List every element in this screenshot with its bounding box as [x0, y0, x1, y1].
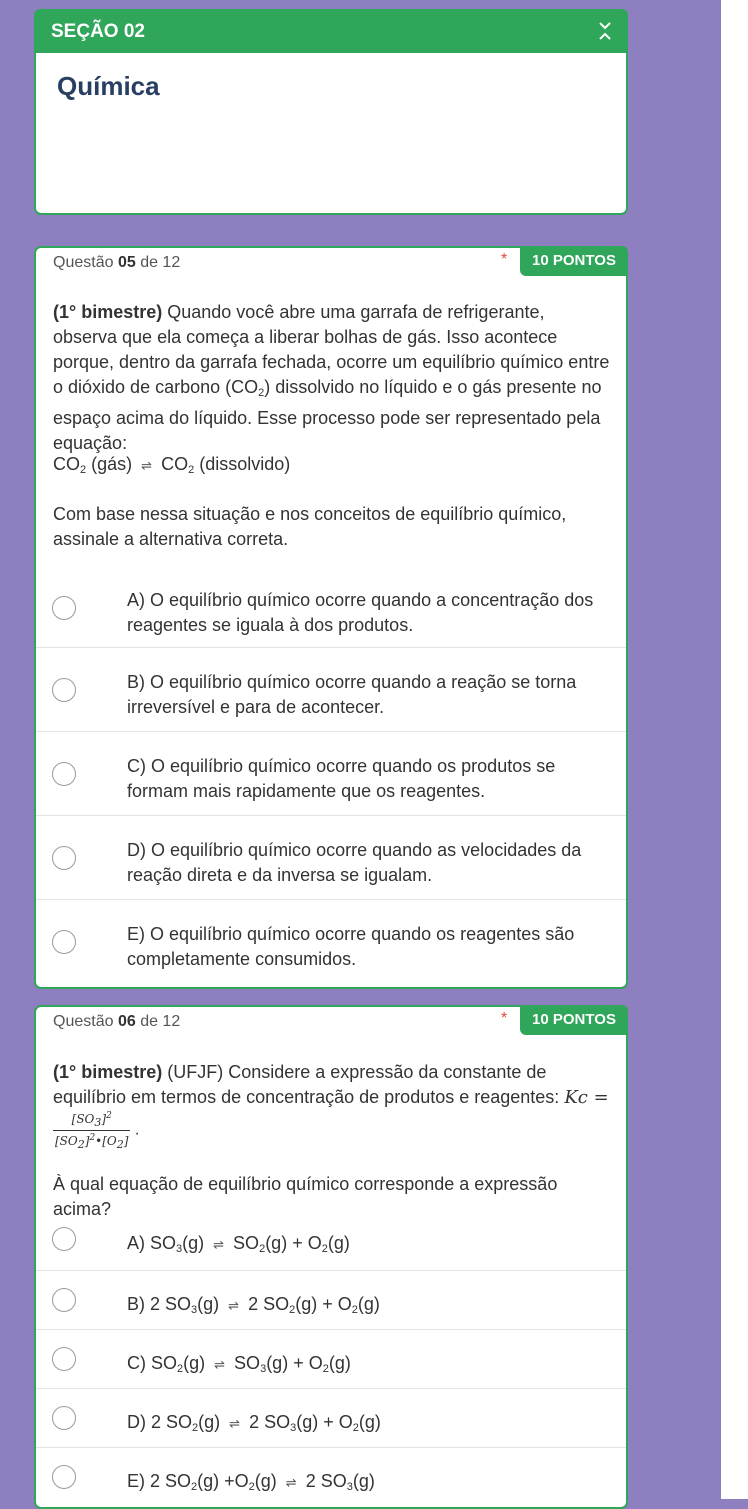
- eq-right-state: (dissolvido): [199, 454, 291, 474]
- radio-button[interactable]: [52, 1465, 76, 1489]
- equation-line: $CO_2$ (gás) ⇌ $CO_2$ (dissolvido): [53, 454, 291, 476]
- radio-button[interactable]: [52, 930, 76, 954]
- question-label: Questão: [53, 254, 114, 271]
- kc-fraction: $\frac{[SO_3]^2}{[SO_2]^2•[O_2]}$ .: [55, 1111, 140, 1151]
- section-label: SEÇÃO 02: [51, 21, 145, 42]
- question-card-05: [34, 246, 628, 989]
- option-letter: A): [127, 1233, 145, 1253]
- question-counter: [53, 254, 180, 272]
- question-label: Questão: [53, 1013, 114, 1030]
- question-number: 06: [117, 1013, 136, 1030]
- option-label: B) O equilíbrio químico ocorre quando a reação se torna irreversível e para de acontecer.: [127, 672, 577, 717]
- question-prompt: Com base nessa situação e nos conceitos de equilíbrio químico, assinale a alternativa correta.: [53, 504, 567, 549]
- option-e[interactable]: [36, 899, 626, 986]
- question-intro: (UFJF) Considere a expressão da constante de equilíbrio em termos de concentração de produtos e reagentes:: [53, 1062, 560, 1107]
- option-b[interactable]: [36, 647, 626, 732]
- question-intro: Quando você abre uma garrafa de refrigerante, observa que ela começa a liberar bolhas de gás. Isso acontece porque, dentro da garrafa fechada, ocorre um equilíbrio químico entre o dióxido de carbono (CO: [53, 302, 610, 397]
- question-card-06: [34, 1005, 628, 1509]
- option-b[interactable]: [36, 1270, 626, 1330]
- section-header[interactable]: [34, 9, 628, 53]
- option-letter: D): [127, 1412, 146, 1432]
- kc-symbol: Kc =: [564, 1087, 609, 1108]
- radio-button[interactable]: [52, 846, 76, 870]
- option-label: A) $SO_3(g)$ ⇌ $SO_2(g) + O_2(g)$: [127, 1233, 350, 1255]
- radio-button[interactable]: [52, 1288, 76, 1312]
- option-label: A) O equilíbrio químico ocorre quando a concentração dos reagentes se iguala à dos produtos.: [127, 590, 594, 635]
- collapse-toggle-icon[interactable]: [596, 19, 614, 43]
- radio-button[interactable]: [52, 596, 76, 620]
- option-c[interactable]: [36, 1329, 626, 1389]
- equilibrium-arrow-icon: ⇌: [141, 458, 153, 473]
- option-label: C) O equilíbrio químico ocorre quando os produtos se formam mais rapidamente que os reagentes.: [127, 756, 556, 801]
- question-total: de 12: [140, 254, 181, 271]
- option-label: E) 2 $SO_2(g) +O_2(g)$ ⇌ 2 $SO_3(g)$: [127, 1471, 375, 1493]
- radio-button[interactable]: [52, 1406, 76, 1430]
- option-d[interactable]: [36, 815, 626, 900]
- required-star-icon: *: [501, 251, 508, 268]
- option-letter: B): [127, 1294, 145, 1314]
- page-scroll-area: [721, 0, 748, 1499]
- question-statement: (1° bimestre) Quando você abre uma garrafa de refrigerante, observa que ela começa a liberar bolhas de gás. Isso acontece porque, dentro da garrafa fechada, ocorre um equilíbrio químico entre o dióxido de carbono $(CO_2)$ dissolvido no líquido e o gás presente no espaço acima do líquido. Esse processo pode ser representado pela equação:: [53, 302, 610, 453]
- option-label: D) O equilíbrio químico ocorre quando as velocidades da reação direta e da inversa se igualam.: [127, 840, 582, 885]
- option-label: D) 2 $SO_2(g)$ ⇌ 2 $SO_3(g) + O_2(g)$: [127, 1412, 381, 1434]
- option-letter: C): [127, 1353, 146, 1373]
- bimester-tag: (1° bimestre): [53, 302, 163, 322]
- points-badge: 10 PONTOS: [520, 246, 628, 276]
- option-a[interactable]: [36, 1212, 626, 1270]
- option-label: C) $SO_2(g)$ ⇌ $SO_3(g) + O_2(g)$: [127, 1353, 351, 1375]
- option-c[interactable]: [36, 731, 626, 816]
- question-intro-end: ) dissolvido no líquido e o gás presente no espaço acima do líquido. Esse processo pode ser representado pela equação:: [53, 377, 602, 453]
- required-star-icon: *: [501, 1010, 508, 1027]
- option-a[interactable]: [36, 562, 626, 647]
- option-label: E) O equilíbrio químico ocorre quando os reagentes são completamente consumidos.: [127, 924, 575, 969]
- radio-button[interactable]: [52, 1347, 76, 1371]
- option-e[interactable]: [36, 1447, 626, 1506]
- radio-button[interactable]: [52, 762, 76, 786]
- question-number: 05: [117, 254, 136, 271]
- question-statement: [53, 1060, 613, 1110]
- question-prompt: À qual equação de equilíbrio químico corresponde a expressão acima?: [53, 1174, 558, 1219]
- bimester-tag: (1° bimestre): [53, 1062, 163, 1082]
- option-d[interactable]: [36, 1388, 626, 1448]
- radio-button[interactable]: [52, 1227, 76, 1251]
- radio-button[interactable]: [52, 678, 76, 702]
- eq-left-state: (gás): [91, 454, 133, 474]
- section-card: [34, 53, 628, 215]
- section-title: Química: [57, 71, 160, 101]
- question-counter: [53, 1013, 180, 1031]
- points-badge: 10 PONTOS: [520, 1005, 628, 1035]
- question-total: de 12: [140, 1013, 181, 1030]
- option-letter: E): [127, 1471, 145, 1491]
- option-label: B) 2 $SO_3(g)$ ⇌ 2 $SO_2(g) + O_2(g)$: [127, 1294, 380, 1316]
